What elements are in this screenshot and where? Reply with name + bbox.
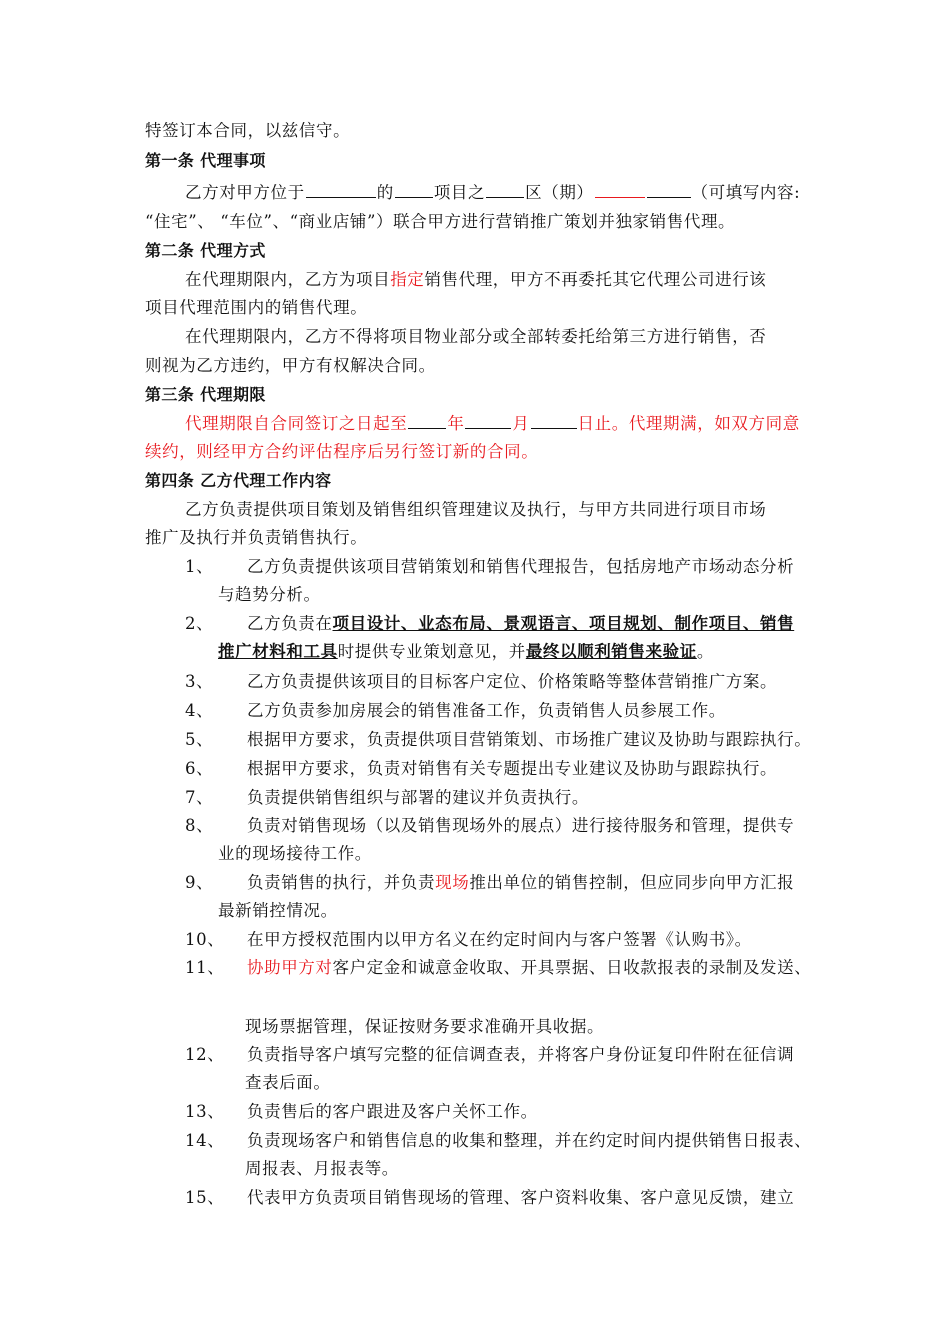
list-item-1-cont: 与趋势分析。	[218, 585, 321, 604]
article-2-p2-line-1: 在代理期限内，乙方不得将项目物业部分或全部转委托给第三方进行销售，否	[185, 327, 767, 346]
list-item-5: 5、 根据甲方要求，负责提供项目营销策划、市场推广建议及协助与跟踪执行。	[185, 730, 812, 749]
article-3-line-1: 代理期限自合同签订之日起至 年 月 日止。代理期满，如双方同意	[185, 414, 800, 433]
list-item-10: 10、 在甲方授权范围内以甲方名义在约定时间内与客户签署《认购书》。	[185, 930, 752, 949]
list-item-12: 12、 负责指导客户填写完整的征信调查表，并将客户身份证复印件附在征信调	[185, 1045, 795, 1064]
list-item-1: 1、 乙方负责提供该项目营销策划和销售代理报告，包括房地产市场动态分析	[185, 557, 795, 576]
list-item-15: 15、 代表甲方负责项目销售现场的管理、客户资料收集、客户意见反馈，建立	[185, 1188, 795, 1207]
blank-type	[647, 181, 691, 198]
article-2-p1-line-2: 项目代理范围内的销售代理。	[145, 298, 368, 317]
article-1-line-1: 乙方对甲方位于 的 项目之 区（期） （可填写内容:	[185, 183, 801, 202]
blank-project	[395, 181, 433, 198]
blank-district	[486, 181, 524, 198]
article-4-title: 第四条 乙方代理工作内容	[145, 471, 332, 490]
article-1-line-2: “住宅”、 “车位”、“商业店铺”）联合甲方进行营销推广策划并独家销售代理。	[145, 212, 736, 231]
list-item-2: 2、 乙方负责在项目设计、业态布局、景观语言、项目规划、制作项目、销售	[185, 614, 795, 633]
list-item-14-cont: 周报表、月报表等。	[245, 1159, 399, 1178]
blank-day	[531, 412, 577, 429]
list-item-13: 13、 负责售后的客户跟进及客户关怀工作。	[185, 1102, 538, 1121]
list-item-11-cont: 现场票据管理，保证按财务要求准确开具收据。	[245, 1017, 605, 1036]
article-4-intro-line-1: 乙方负责提供项目策划及销售组织管理建议及执行，与甲方共同进行项目市场	[185, 500, 767, 519]
article-4-intro-line-2: 推广及执行并负责销售执行。	[145, 528, 368, 547]
blank-location	[306, 181, 376, 198]
list-item-4: 4、 乙方负责参加房展会的销售准备工作，负责销售人员参展工作。	[185, 701, 726, 720]
list-item-14: 14、 负责现场客户和销售信息的收集和整理，并在约定时间内提供销售日报表、	[185, 1131, 812, 1150]
list-item-8: 8、 负责对销售现场（以及销售现场外的展点）进行接待服务和管理，提供专	[185, 816, 795, 835]
blank-type-red	[595, 181, 645, 198]
article-3-line-2: 续约，则经甲方合约评估程序后另行签订新的合同。	[145, 442, 539, 461]
article-3-title: 第三条 代理期限	[145, 385, 266, 404]
article-2-title: 第二条 代理方式	[145, 241, 266, 260]
list-item-9-cont: 最新销控情况。	[218, 901, 338, 920]
list-item-8-cont: 业的现场接待工作。	[218, 844, 372, 863]
list-item-11: 11、 协助甲方对客户定金和诚意金收取、开具票据、日收款报表的录制及发送、	[185, 958, 812, 977]
intro-line: 特签订本合同，以兹信守。	[145, 121, 351, 140]
list-item-7: 7、 负责提供销售组织与部署的建议并负责执行。	[185, 788, 589, 807]
list-item-9: 9、 负责销售的执行，并负责现场推出单位的销售控制，但应同步向甲方汇报	[185, 873, 795, 892]
blank-month	[465, 412, 511, 429]
blank-year	[408, 412, 446, 429]
article-2-p2-line-2: 则视为乙方违约，甲方有权解决合同。	[145, 356, 436, 375]
article-2-p1-line-1: 在代理期限内，乙方为项目指定销售代理，甲方不再委托其它代理公司进行该	[185, 270, 767, 289]
list-item-3: 3、 乙方负责提供该项目的目标客户定位、价格策略等整体营销推广方案。	[185, 672, 778, 691]
article-1-title: 第一条 代理事项	[145, 151, 266, 170]
list-item-2-cont: 推广材料和工具时提供专业策划意见，并最终以顺利销售来验证。	[218, 642, 714, 661]
list-item-12-cont: 查表后面。	[245, 1073, 331, 1092]
list-item-6: 6、 根据甲方要求，负责对销售有关专题提出专业建议及协助与跟踪执行。	[185, 759, 778, 778]
